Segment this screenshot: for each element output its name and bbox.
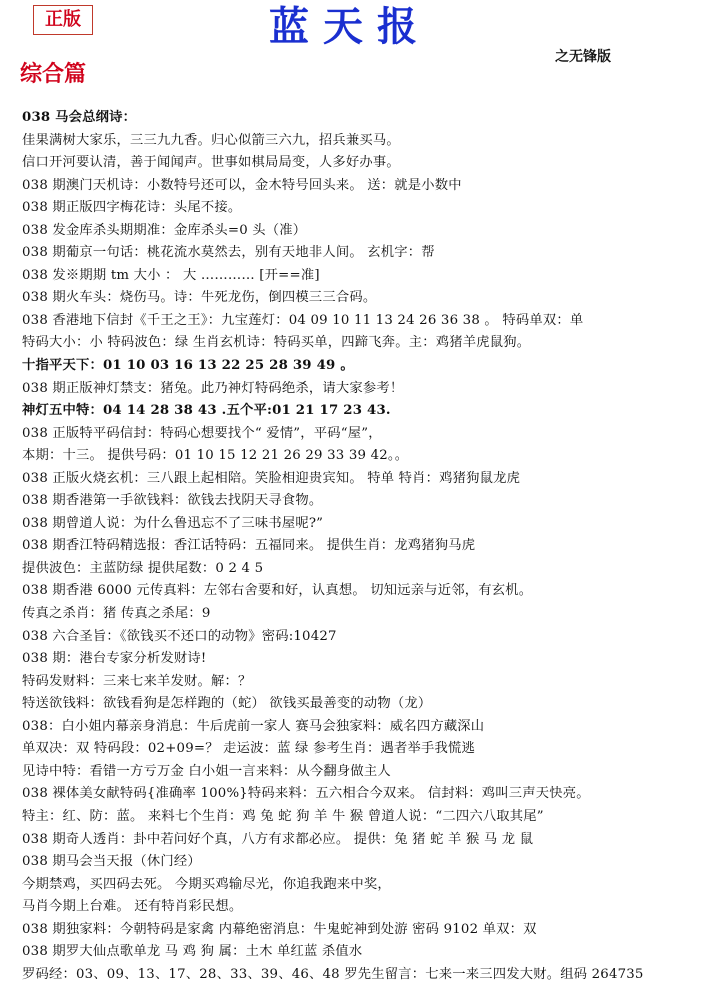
text-line: 038 期香港第一手欲钱料：欲钱去找阴天寻食物。 [22,493,323,509]
text-line: 特主：红、防：蓝。 来料七个生肖：鸡 兔 蛇 狗 羊 牛 猴 曾道人说：“二四六八取其尾” [22,808,544,824]
text-line: 038 发金库杀头期期准：金库杀头=0 头（准） [22,222,307,238]
text-line: 信口开河要认清，善于闻闻声。世事如棋局局变，人多好办事。 [22,155,400,171]
text-line: 见诗中特：看错一方亏万金 白小姐一言来料：从今翻身做主人 [22,763,391,779]
text-line: 038 香港地下信封《千王之王》：九宝莲灯：04 09 10 11 13 24 26 36 38 。 特码单双：单 [22,312,584,328]
text-line: 038 期葡京一句话：桃花流水莫然去，别有天地非人间。 玄机字：帮 [22,245,435,261]
text-line: 特送欲钱料：欲钱看狗是怎样跑的（蛇） 欲钱买最善变的动物（龙） [22,696,432,712]
text-line: 038 期独家料：今朝特码是家禽 内幕绝密消息：牛鬼蛇神到处游 密码 9102 单双：双 [22,921,537,937]
text-line: 特码发财料：三来七来羊发财。解：？ [22,673,252,689]
text-line: 十指平天下：01 10 03 16 13 22 25 28 39 49 。 [22,358,354,374]
text-line: 038：白小姐内幕亲身消息：牛后虎前一家人 赛马会独家料：威名四方藏深山 [22,718,485,734]
text-line: 038 正版特平码信封：特码心想要找个“ 爱情”，平码“屋”， [22,425,382,441]
text-line: 038 期香港 6000 元传真料：左邻右舍要和好，认真想。 切知远亲与近邻，有玄机。 [22,583,533,599]
text-line: 038 期澳门天机诗：小数特号还可以，金木特号回头来。 送：就是小数中 [22,177,462,193]
text-line: 038 期正版神灯禁支：猪兔。此乃神灯特码绝杀，请大家参考！ [22,380,404,396]
text-line: 本期：十三。 提供号码：01 10 15 12 21 26 29 33 39 42。。 [22,448,409,464]
text-line: 马肖今期上台难。 还有特肖彩民想。 [22,899,243,915]
text-line: 今期禁鸡，买四码去死。 今期买鸡输尽光，你追我跑来中奖， [22,876,391,892]
text-line: 038 马会总纲诗： [22,110,137,125]
edition-subtitle: 之无锋版 [555,49,611,65]
text-line: 传真之杀肖：猪 传真之杀尾：9 [22,606,211,622]
text-line: 038 裸体美女献特码{准确率 100%}特码来料：五六相合今双来。 信封料：鸡叫三声天快亮。 [22,786,590,802]
text-line: 佳果满树大家乐，三三九九香。归心似箭三六九，招兵兼买马。 [22,132,400,148]
text-line: 038 期正版四字梅花诗：头尾不接。 [22,200,242,216]
text-line: 038 正版火烧玄机：三八跟上起相陪。笑脸相迎贵宾知。 特单 特肖：鸡猪狗鼠龙虎 [22,470,521,486]
text-line: 038 期罗大仙点歌单龙 马 鸡 狗 属：土木 单红蓝 杀值水 [22,944,363,960]
text-line: 038 六合圣旨：《欲钱买不还口的动物》密码:10427 [22,628,337,644]
text-line: 038 期火车头：烧伤马。诗：牛死龙伤，倒四模三三合码。 [22,290,377,306]
text-line: 神灯五中特：04 14 28 38 43 .五个平:01 21 17 23 43. [22,403,391,419]
edition-badge: 正版 [33,5,93,35]
text-line: 特码大小：小 特码波色：绿 生肖玄机诗：特码买单，四蹄飞奔。主：鸡猪羊虎鼠狗。 [22,335,531,351]
text-line: 038 期香江特码精选报：香江话特码：五福同来。 提供生肖：龙鸡猪狗马虎 [22,538,476,554]
page-title: 蓝天报 [269,3,431,50]
text-line: 038 期奇人透肖：卦中若问好个真，八方有求都必应。 提供：兔 猪 蛇 羊 猴 马 龙 鼠 [22,831,534,847]
text-line: 038 期曾道人说：为什么鲁迅忘不了三味书屋呢?” [22,515,324,531]
text-line: 038 期：港台专家分析发财诗! [22,651,207,667]
text-line: 提供波色：主蓝防绿 提供尾数：0 2 4 5 [22,560,264,576]
text-line: 038 期马会当天报（休门经） [22,854,201,870]
text-line: 单双决：双 特码段：02+09=？ 走运波：蓝 绿 参考生肖：遇者举手我慌逃 [22,741,475,757]
content-lines [22,107,707,986]
text-line: 038 发※期期 tm 大小 ： 大 ………… [开==准] [22,267,320,283]
section-heading: 综合篇 [20,62,87,87]
text-line: 罗码经：03、09、13、17、28、33、39、46、48 罗先生留言：七来一来三四发大财。组码 264735 [22,966,644,982]
